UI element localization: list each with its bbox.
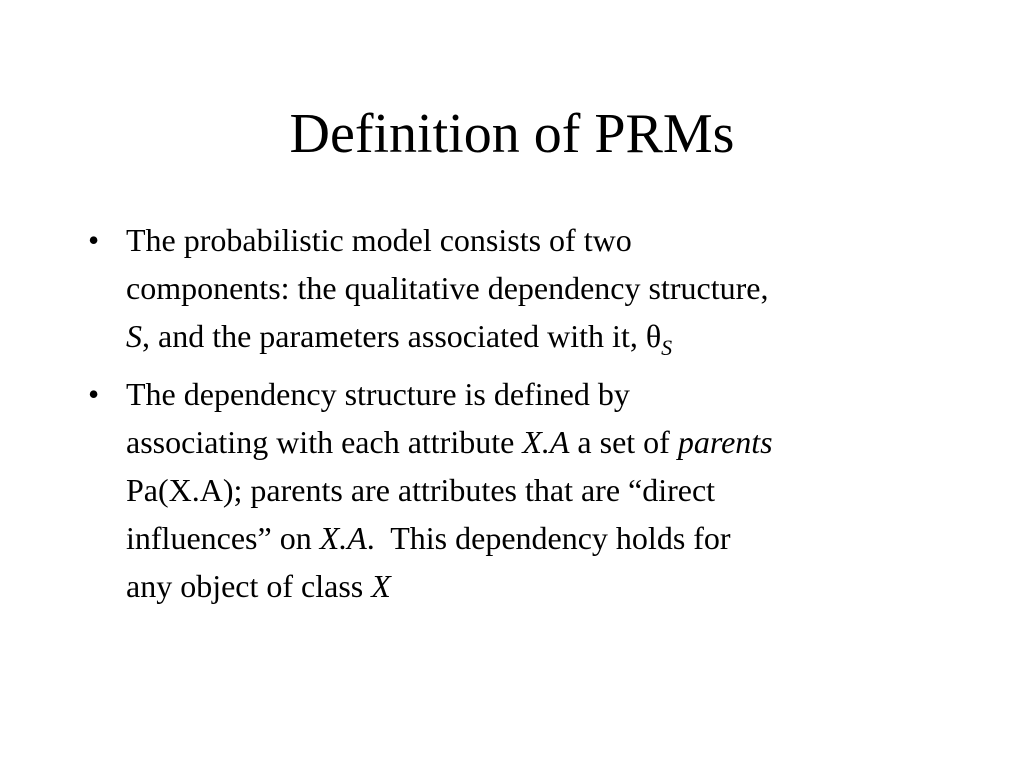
bullet-marker: • bbox=[88, 222, 100, 258]
bullet2-line3: Pa(X.A); parents are attributes that are “direct bbox=[126, 472, 716, 508]
bullet-item-model-components bbox=[82, 216, 962, 364]
structure-symbol: S bbox=[126, 318, 142, 354]
bullet2-line2-a: associating with each attribute bbox=[126, 424, 523, 460]
slide-title: Definition of PRMs bbox=[289, 103, 735, 165]
bullet2-line5-a: any object of class bbox=[126, 568, 372, 604]
bullet1-line1: The probabilistic model consists of two bbox=[126, 222, 632, 258]
bullet2-line4 bbox=[126, 514, 962, 562]
bullet2-line2-b: a set of bbox=[569, 424, 678, 460]
theta-subscript: S bbox=[661, 335, 673, 360]
class-x: X bbox=[371, 568, 391, 604]
bullet1-line3-text: , and the parameters associated with it, bbox=[142, 318, 646, 354]
bullet-list bbox=[82, 216, 962, 616]
bullet2-line5 bbox=[126, 562, 962, 610]
attribute-xa: X.A bbox=[522, 424, 570, 460]
bullet2-line4-b: . This dependency holds for bbox=[366, 520, 731, 556]
bullet2-line1: The dependency structure is defined by bbox=[126, 376, 630, 412]
attribute-xa: X.A bbox=[319, 520, 367, 556]
bullet-item-dependency-structure bbox=[82, 370, 962, 610]
bullet2-line4-a: influences” on bbox=[126, 520, 320, 556]
bullet-marker: • bbox=[88, 376, 100, 412]
bullet2-line2 bbox=[126, 418, 962, 466]
theta-symbol: θ bbox=[645, 318, 662, 354]
bullet1-line3 bbox=[126, 312, 962, 364]
bullet1-line2: components: the qualitative dependency structure, bbox=[126, 270, 769, 306]
parents-term: parents bbox=[677, 424, 773, 460]
